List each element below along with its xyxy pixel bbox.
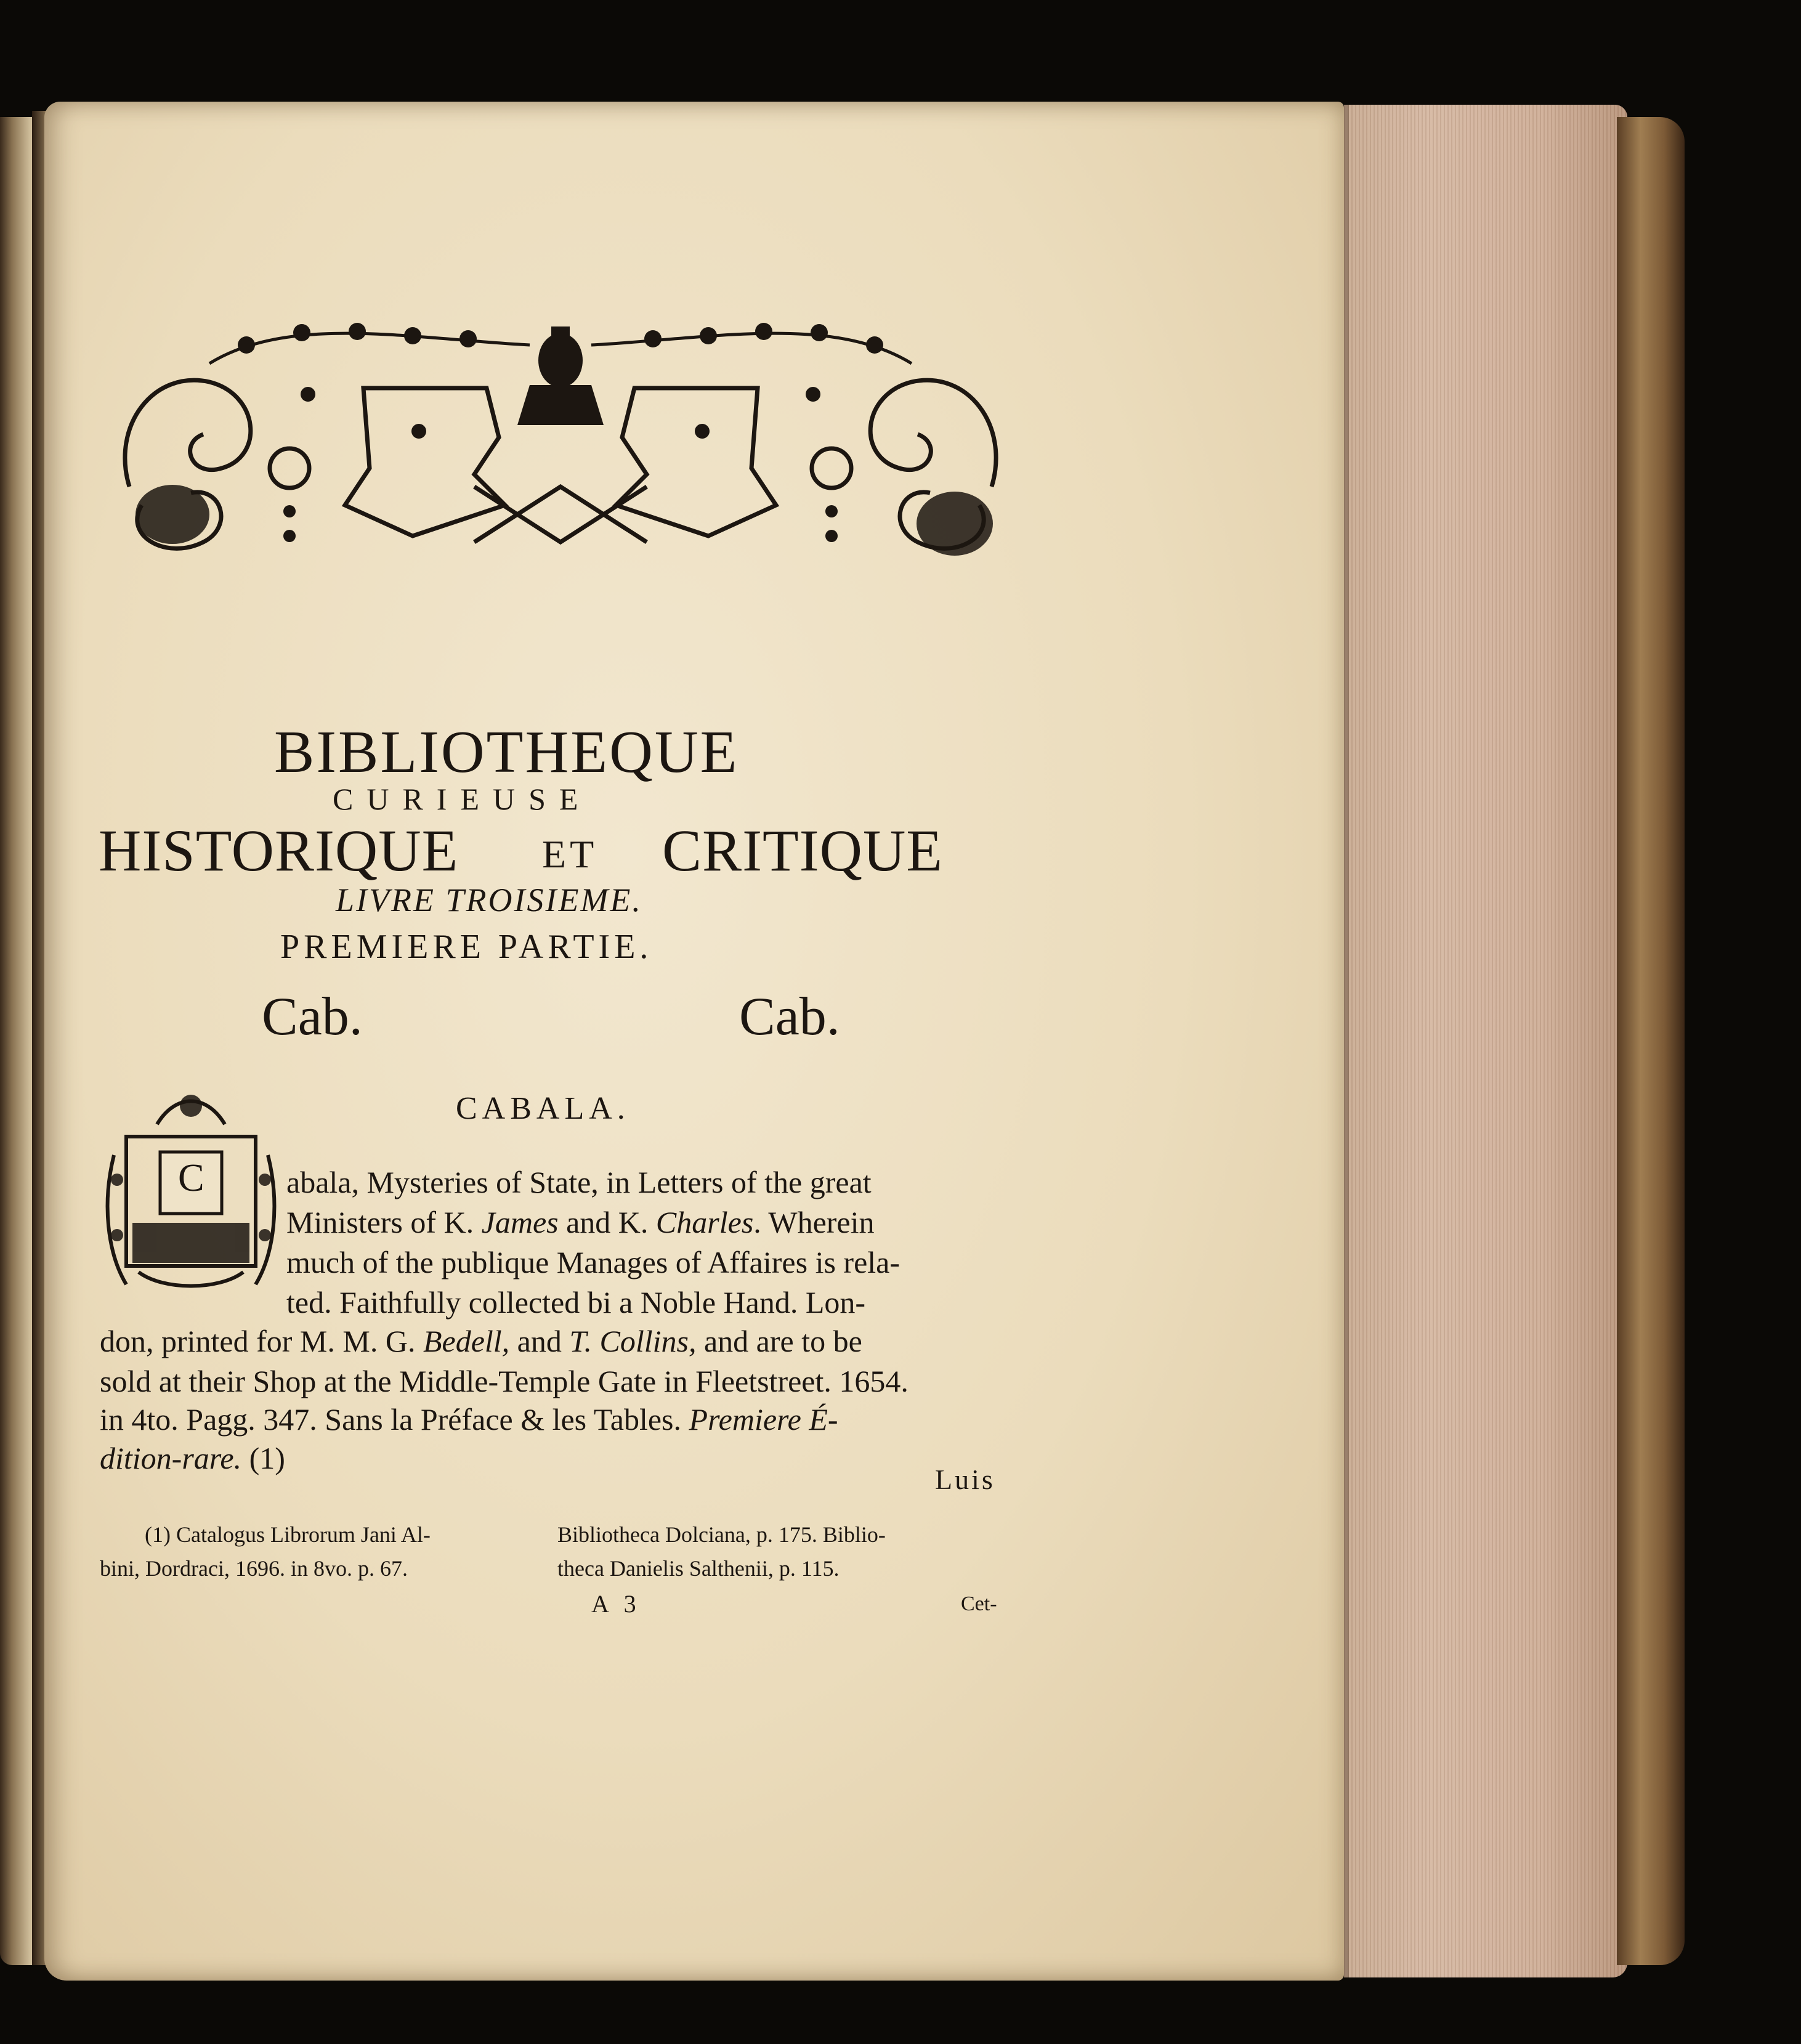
catchword-luis: Luis xyxy=(935,1464,995,1495)
body-line-2-text-c: . Wherein xyxy=(753,1205,875,1239)
dropcap-letter: C xyxy=(178,1156,204,1199)
running-head-right: Cab. xyxy=(739,987,840,1047)
footnote-right-line-2: theca Danielis Salthenii, p. 115. xyxy=(557,1556,840,1581)
body-line-2 xyxy=(286,1204,875,1240)
running-head-left: Cab. xyxy=(262,987,363,1047)
catchword-cet: Cet- xyxy=(961,1592,997,1615)
body-line-3: much of the publique Manages of Affaires is rela- xyxy=(286,1245,900,1280)
title-critique: CRITIQUE xyxy=(662,817,943,883)
dropcap-ornament xyxy=(102,1081,280,1297)
body-line-2-text-b: and K. xyxy=(558,1205,656,1239)
body-line-7 xyxy=(100,1401,838,1437)
footnote-left-line-1: (1) Catalogus Librorum Jani Al- xyxy=(145,1522,431,1547)
title-curieuse: CURIEUSE xyxy=(333,782,592,816)
title-livre: LIVRE TROISIEME. xyxy=(336,882,642,919)
body-line-7-italic: Premiere É- xyxy=(689,1402,838,1437)
name-bedell: Bedell, xyxy=(423,1324,510,1358)
headpiece-ornament xyxy=(105,302,1016,561)
dition-rare: dition-rare. xyxy=(100,1441,242,1475)
page-block-edges xyxy=(1344,105,1627,1977)
signature-mark: A 3 xyxy=(591,1590,641,1618)
title-historique: HISTORIQUE xyxy=(99,817,459,883)
body-line-1: abala, Mysteries of State, in Letters of the great xyxy=(286,1165,872,1199)
body-line-5-text-c: and are to be xyxy=(696,1324,862,1358)
name-collins: T. Collins, xyxy=(569,1324,697,1358)
book-cover xyxy=(1617,117,1685,1965)
body-line-2-text: Ministers of K. xyxy=(286,1205,482,1239)
page-edge-shadow xyxy=(1344,105,1349,1977)
body-line-6: sold at their Shop at the Middle-Temple Gate in Fleetstreet. 1654. xyxy=(100,1364,909,1398)
body-line-5-text: don, printed for M. M. G. xyxy=(100,1324,423,1358)
title-bibliotheque: BIBLIOTHEQUE xyxy=(274,719,739,785)
name-charles: Charles xyxy=(655,1205,754,1239)
body-line-8 xyxy=(100,1440,285,1476)
footnote-left-line-2: bini, Dordraci, 1696. in 8vo. p. 67. xyxy=(100,1556,408,1581)
body-line-4: ted. Faithfully collected bi a Noble Hand. Lon- xyxy=(286,1285,866,1320)
section-title: CABALA. xyxy=(456,1091,630,1126)
body-line-5-text-b: and xyxy=(509,1324,570,1358)
body-line-7-text: in 4to. Pagg. 347. Sans la Préface & les Tables. xyxy=(100,1402,689,1437)
footnote-ref: (1) xyxy=(241,1441,285,1475)
name-james: James xyxy=(481,1205,559,1239)
title-et: ET xyxy=(542,832,598,876)
body-line-5 xyxy=(100,1323,862,1359)
footnote-right-line-1: Bibliotheca Dolciana, p. 175. Biblio- xyxy=(557,1522,886,1547)
title-partie: PREMIERE PARTIE. xyxy=(280,928,653,966)
